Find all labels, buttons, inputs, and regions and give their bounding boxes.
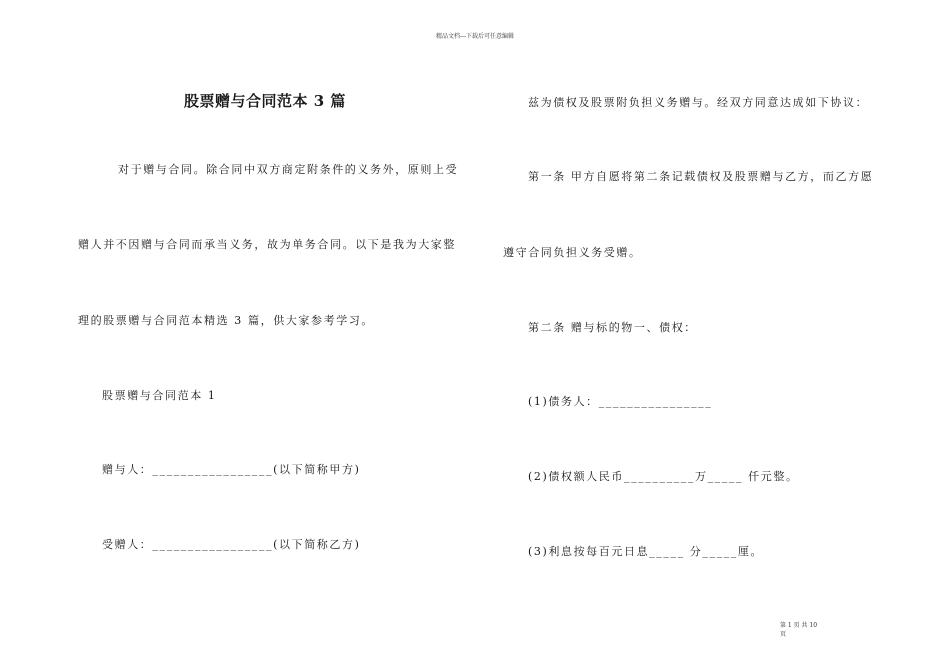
paragraph-line: 赠人并不因赠与合同而承当义务，故为单务合同。以下是我为大家整 (78, 238, 456, 251)
paragraph-line: 对于赠与合同。除合同中双方商定附条件的义务外，原则上受 (118, 163, 459, 176)
page-number-text: 第 1 页 共 10 (780, 622, 818, 629)
donor-field: 赠与人：_________________(以下简称甲方) (102, 463, 361, 476)
interest-field: (3)利息按每百元日息_____ 分_____厘。 (528, 545, 764, 558)
article-2-heading: 第二条 赠与标的物一、债权： (528, 321, 697, 334)
paragraph-line: 兹为债权及股票附负担义务赠与。经双方同意达成如下协议： (528, 96, 869, 109)
recipient-field: 受赠人：_________________(以下简称乙方) (102, 538, 361, 551)
page-number (780, 621, 840, 639)
section-heading: 股票赠与合同范本 1 (102, 389, 217, 402)
document-title: 股票赠与合同范本 3 篇 (184, 92, 346, 110)
page-number-unit: 页 (780, 631, 787, 638)
claim-amount-field: (2)债权额人民币__________万_____ 仟元整。 (528, 470, 799, 483)
header-note: 精品文档---下载后可任意编辑 (435, 33, 515, 40)
debtor-field: (1)债务人：________________ (528, 395, 713, 408)
article-1-line: 第一条 甲方自愿将第二条记载债权及股票赠与乙方，而乙方愿 (528, 170, 874, 183)
paragraph-line: 理的股票赠与合同范本精选 3 篇，供大家参考学习。 (78, 314, 374, 327)
article-1-continuation: 遵守合同负担义务受赠。 (503, 246, 642, 259)
